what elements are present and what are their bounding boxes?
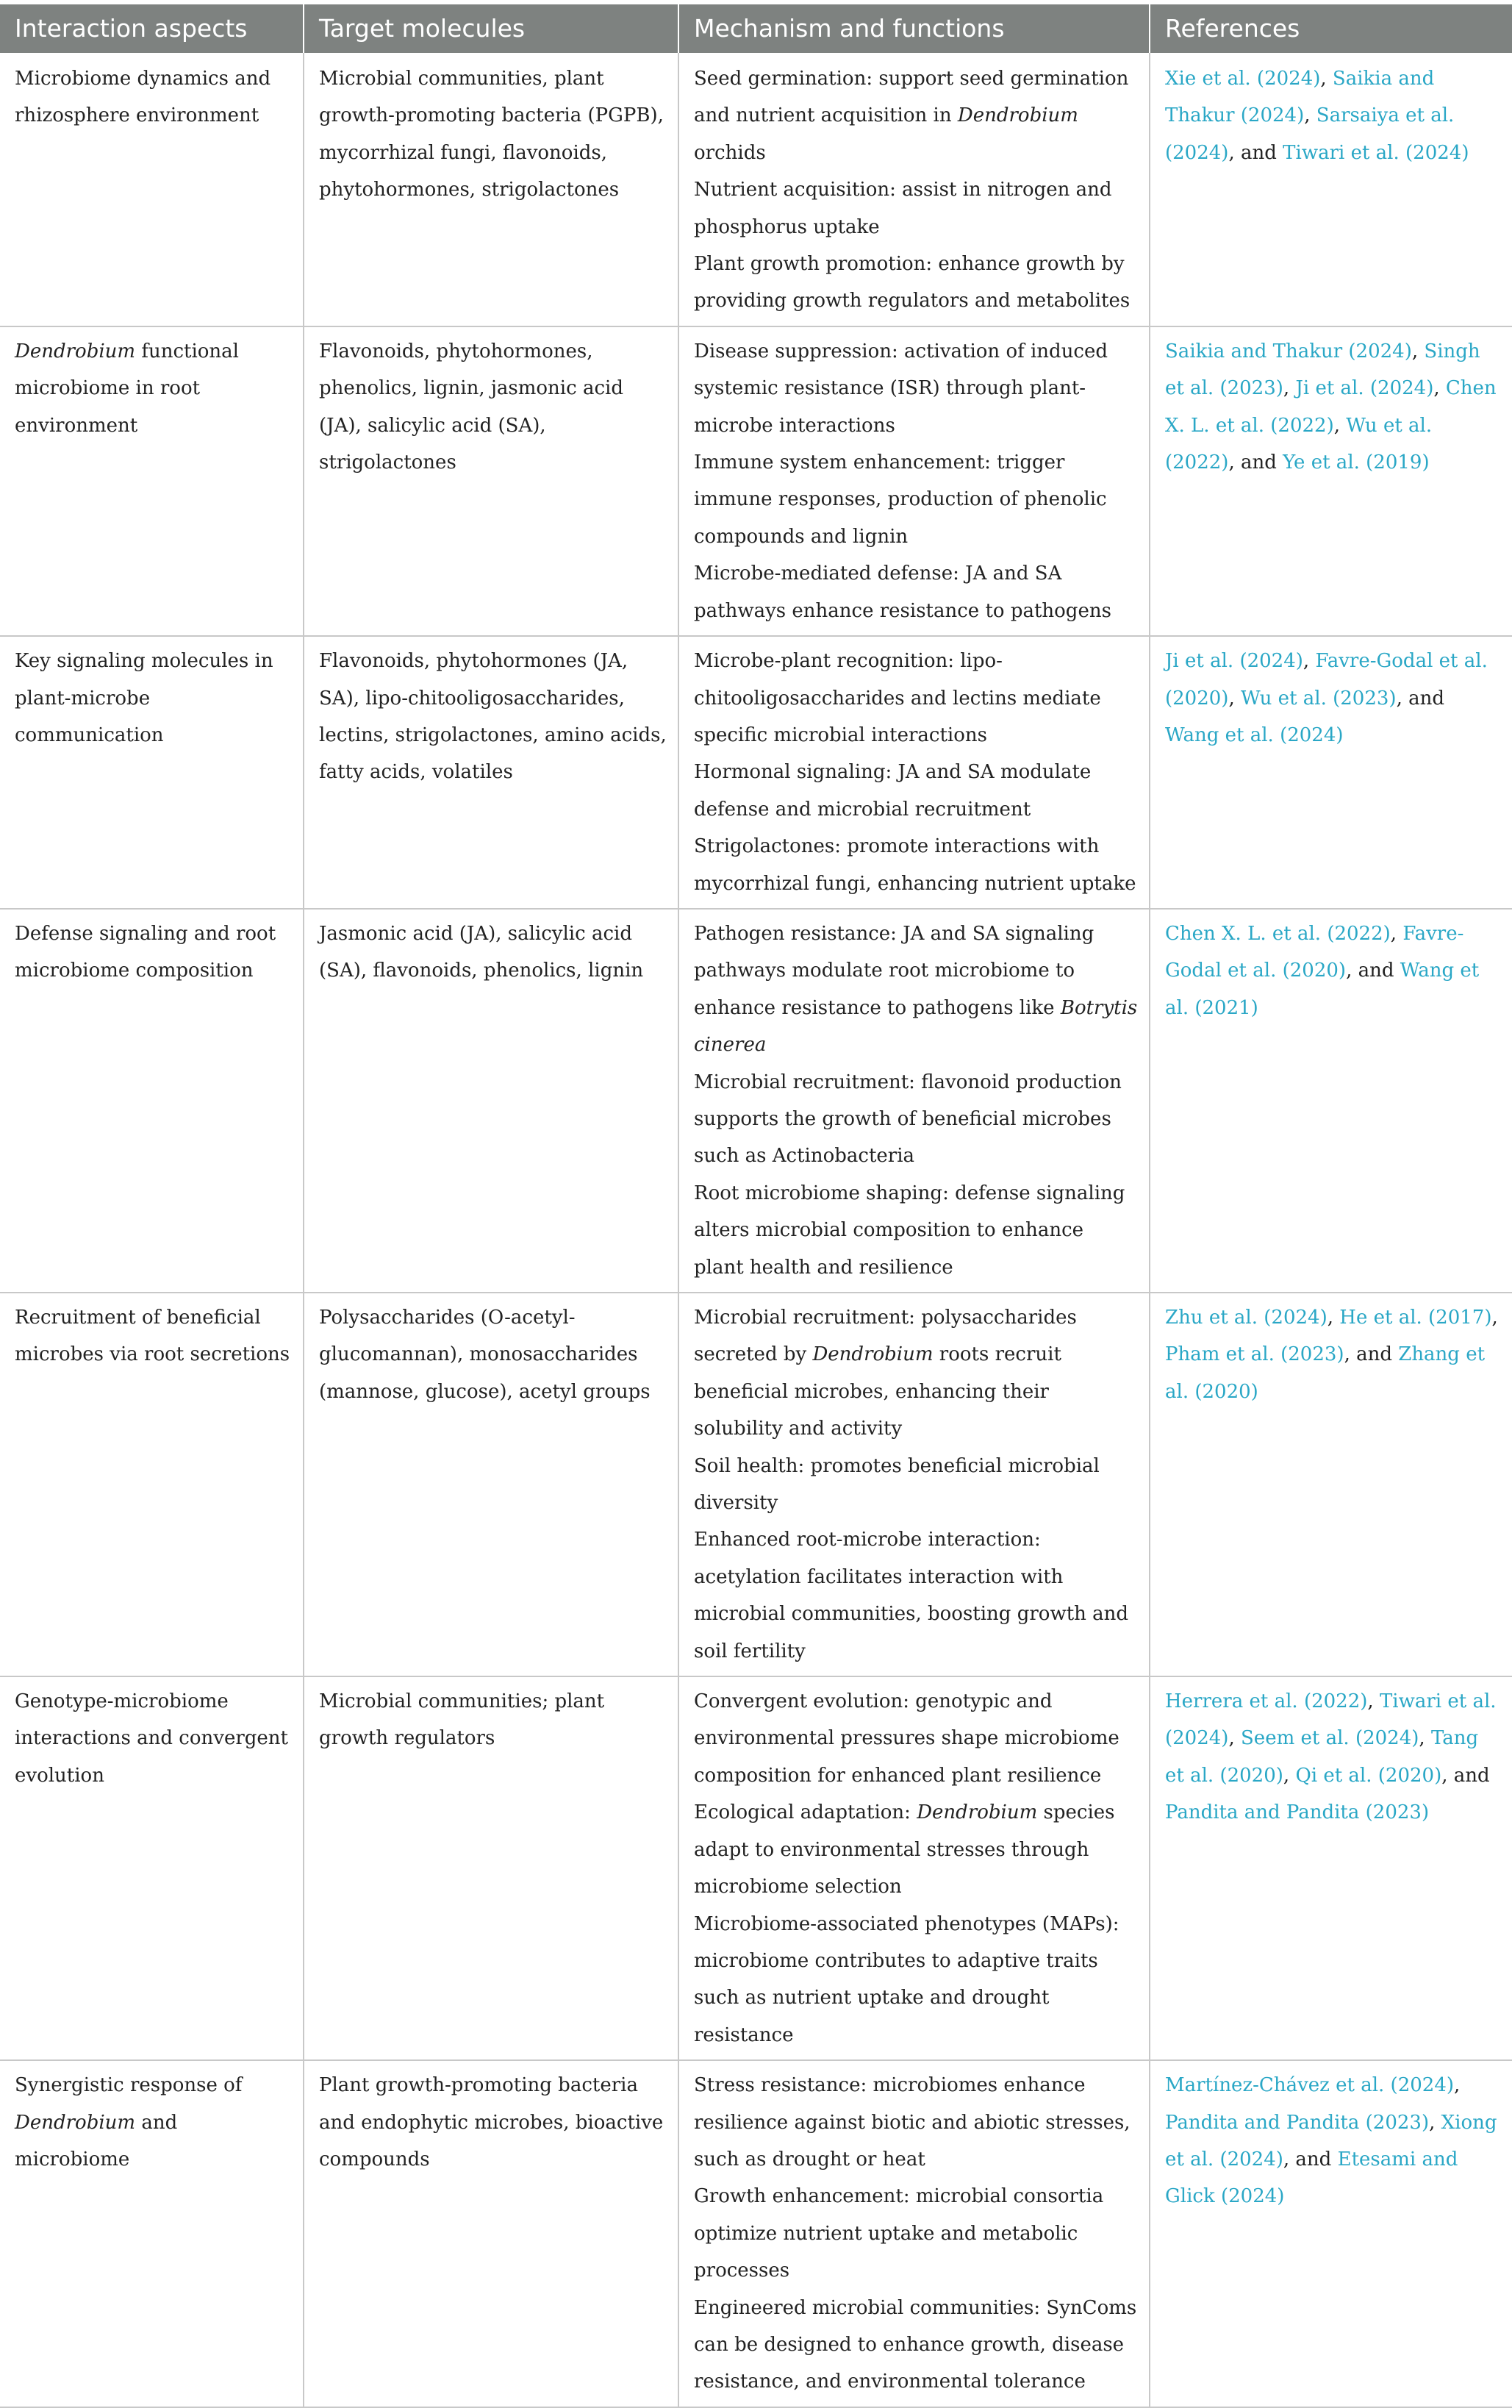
mechanism-text: Stress resistance: microbiomes enhance resilience against biotic and abiotic stresses, such as drought or heat [694, 2074, 1131, 2171]
italic-text: Dendrobium [15, 340, 136, 362]
table-row [0, 909, 1512, 1293]
mechanism-text: Hormonal signaling: JA and SA modulate defense and microbial recruitment [694, 761, 1092, 821]
mechanism-item [694, 1448, 1139, 1522]
references-separator-text: , and [1346, 960, 1400, 982]
reference-link[interactable]: Ji et al. (2024) [1295, 377, 1434, 400]
target-molecules-cell: Microbial communities, plant growth-promoting bacteria (PGPB), mycorrhizal fungi, flavonoids, phytohormones, strigolactones [304, 53, 678, 326]
references-separator-text: , [1419, 1727, 1431, 1750]
target-molecules-cell: Flavonoids, phytohormones (JA, SA), lipo-chitooligosaccharides, lectins, strigolactones, amino acids, fatty acids, volatiles [304, 636, 678, 909]
header-target-molecules: Target molecules [304, 4, 678, 53]
references-cell [1150, 1293, 1512, 1676]
references-separator-text: , [1433, 377, 1446, 400]
references-separator-text: , [1320, 68, 1333, 90]
reference-link[interactable]: Tiwari et al. (2024) [1283, 141, 1469, 164]
mechanism-cell [678, 909, 1150, 1293]
mechanism-item [694, 1683, 1139, 1794]
references-separator-text: , and [1228, 451, 1283, 474]
references-separator-text: , [1367, 1690, 1380, 1713]
references-separator-text: , and [1344, 1343, 1399, 1366]
mechanism-item [694, 246, 1139, 320]
mechanism-item [694, 2290, 1139, 2401]
italic-text: Dendrobium [15, 2111, 136, 2134]
references-separator-text: , [1303, 650, 1316, 673]
references-cell [1150, 636, 1512, 909]
interaction-aspect-text: functional microbiome in root environment [15, 340, 239, 437]
reference-link[interactable]: Herrera et al. (2022) [1165, 1690, 1368, 1713]
mechanism-text: Engineered microbial communities: SynComs can be designed to enhance growth, disease resistance, and environmental tolerance [694, 2296, 1137, 2393]
header-mechanism-functions: Mechanism and functions [678, 4, 1150, 53]
reference-link[interactable]: Wu et al. (2023) [1241, 687, 1397, 710]
references-separator-text: , [1228, 687, 1241, 710]
interaction-table [0, 4, 1512, 2408]
mechanism-text: Root microbiome shaping: defense signaling alters microbial composition to enhance plant health and resilience [694, 1182, 1125, 1279]
references-cell [1150, 1676, 1512, 2060]
mechanism-text: Plant growth promotion: enhance growth by providing growth regulators and metabolites [694, 253, 1131, 312]
reference-link[interactable]: Ji et al. (2024) [1165, 650, 1303, 673]
reference-link[interactable]: Xie et al. (2024) [1165, 68, 1321, 90]
target-molecules-cell: Flavonoids, phytohormones, phenolics, lignin, jasmonic acid (JA), salicylic acid (SA), strigolactones [304, 326, 678, 636]
references-separator-text: , [1491, 1307, 1498, 1329]
table-row [0, 636, 1512, 909]
mechanism-item [694, 643, 1139, 754]
references-separator-text: , [1304, 104, 1316, 127]
interaction-aspect-cell [0, 2060, 304, 2407]
mechanism-text: Microbial recruitment: polysaccharides secreted by [694, 1307, 1077, 1366]
italic-text: Dendrobium [957, 104, 1078, 127]
interaction-aspect-text: Recruitment of beneficial microbes via root secretions [15, 1307, 290, 1366]
mechanism-item [694, 1794, 1139, 1905]
table-row [0, 326, 1512, 636]
reference-link[interactable]: Xiong et al. (2024) [1165, 2111, 1497, 2171]
interaction-aspect-text: Key signaling molecules in plant-microbe communication [15, 650, 273, 746]
reference-link[interactable]: Wang et al. (2024) [1165, 724, 1344, 746]
references-separator-text: , [1283, 1764, 1296, 1787]
reference-link[interactable]: Tang et al. (2020) [1165, 1727, 1479, 1787]
references-cell [1150, 2060, 1512, 2407]
target-molecules-cell: Microbial communities; plant growth regulators [304, 1676, 678, 2060]
mechanism-text: Immune system enhancement: trigger immune responses, production of phenolic compounds and lignin [694, 451, 1107, 548]
references-separator-text: , [1333, 414, 1347, 437]
mechanism-text: Ecological adaptation: [694, 1801, 917, 1824]
mechanism-item [694, 2067, 1139, 2178]
mechanism-item [694, 1906, 1139, 2054]
mechanism-text: Convergent evolution: genotypic and environmental pressures shape microbiome composition for enhanced plant resilience [694, 1690, 1119, 1787]
mechanism-item [694, 1299, 1139, 1448]
references-separator-text: , [1390, 922, 1403, 945]
references-separator-text: , [1411, 340, 1425, 362]
header-interaction-aspects: Interaction aspects [0, 4, 304, 53]
reference-link[interactable]: Wang et al. (2021) [1165, 960, 1480, 1019]
interaction-aspect-cell [0, 636, 304, 909]
italic-text: Botrytis cinerea [694, 996, 1138, 1057]
table-row [0, 2060, 1512, 2407]
header-row [0, 4, 1512, 53]
mechanism-item [694, 60, 1139, 171]
reference-link[interactable]: Wu et al. (2022) [1165, 414, 1433, 474]
target-molecules-cell: Jasmonic acid (JA), salicylic acid (SA), flavonoids, phenolics, lignin [304, 909, 678, 1293]
mechanism-item [694, 333, 1139, 444]
reference-link[interactable]: Saikia and Thakur (2024) [1165, 340, 1412, 362]
mechanism-text: Nutrient acquisition: assist in nitrogen and phosphorus uptake [694, 179, 1112, 238]
references-separator-text: , and [1228, 141, 1283, 164]
interaction-aspect-text: Genotype-microbiome interactions and convergent evolution [15, 1690, 288, 1787]
interaction-aspect-cell [0, 53, 304, 326]
mechanism-text: Seed germination: support seed germination and nutrient acquisition in [694, 68, 1129, 127]
references-separator-text: , [1429, 2111, 1441, 2134]
references-cell [1150, 53, 1512, 326]
interaction-aspect-cell [0, 1676, 304, 2060]
reference-link[interactable]: Ye et al. (2019) [1283, 451, 1430, 474]
references-cell [1150, 326, 1512, 636]
reference-link[interactable]: Qi et al. (2020) [1295, 1764, 1442, 1787]
table-header [0, 4, 1512, 53]
mechanism-item [694, 1521, 1139, 1670]
mechanism-item [694, 555, 1139, 629]
reference-link[interactable]: Favre-Godal et al. (2020) [1165, 650, 1488, 710]
references-separator-text: , [1454, 2074, 1461, 2097]
mechanism-text: Microbiome-associated phenotypes (MAPs): microbiome contributes to adaptive traits such as nutrient uptake and drought resistance [694, 1912, 1119, 2046]
interaction-aspect-text: and microbiome [15, 2111, 178, 2171]
mechanism-text: Disease suppression: activation of induced systemic resistance (ISR) through plant-microbe interactions [694, 340, 1108, 437]
target-molecules-cell: Plant growth-promoting bacteria and endophytic microbes, bioactive compounds [304, 2060, 678, 2407]
reference-link[interactable]: Chen X. L. et al. (2022) [1165, 377, 1497, 437]
mechanism-item [694, 171, 1139, 246]
mechanism-cell [678, 53, 1150, 326]
reference-link[interactable]: Pham et al. (2023) [1165, 1343, 1344, 1366]
table-row [0, 53, 1512, 326]
reference-link[interactable]: Favre-Godal et al. (2020) [1165, 922, 1464, 982]
interaction-aspect-text: Microbiome dynamics and rhizosphere environment [15, 68, 271, 127]
interaction-aspect-cell [0, 1293, 304, 1676]
interaction-aspect-cell [0, 326, 304, 636]
mechanism-cell [678, 1676, 1150, 2060]
references-separator-text: , [1228, 1727, 1241, 1750]
italic-text: Dendrobium [812, 1343, 934, 1366]
table-row [0, 1293, 1512, 1676]
reference-link[interactable]: Sarsaiya et al. (2024) [1165, 104, 1455, 164]
mechanism-cell [678, 1293, 1150, 1676]
mechanism-cell [678, 2060, 1150, 2407]
reference-link[interactable]: Seem et al. (2024) [1241, 1727, 1419, 1750]
mechanism-text: Microbe-mediated defense: JA and SA pathways enhance resistance to pathogens [694, 562, 1111, 622]
table-container [0, 4, 1512, 2408]
mechanism-text: Microbial recruitment: flavonoid production supports the growth of beneficial microbes such as Actinobacteria [694, 1071, 1122, 1168]
mechanism-text: Microbe-plant recognition: lipo-chitooligosaccharides and lectins mediate specific microbial interactions [694, 650, 1101, 746]
italic-text: Dendrobium [917, 1801, 1038, 1824]
reference-link[interactable]: Singh et al. (2023) [1165, 340, 1480, 400]
reference-link[interactable]: Zhu et al. (2024) [1165, 1307, 1328, 1329]
interaction-aspect-text: Synergistic response of [15, 2074, 243, 2097]
mechanism-text: orchids [694, 141, 766, 164]
references-cell [1150, 909, 1512, 1293]
reference-link[interactable]: Etesami and Glick (2024) [1165, 2148, 1458, 2208]
table-body [0, 53, 1512, 2407]
reference-link[interactable]: Pandita and Pandita (2023) [1165, 2111, 1430, 2134]
reference-link[interactable]: Martínez-Chávez et al. (2024) [1165, 2074, 1455, 2097]
reference-link[interactable]: Chen X. L. et al. (2022) [1165, 922, 1391, 945]
mechanism-text: Strigolactones: promote interactions with mycorrhizal fungi, enhancing nutrient uptake [694, 835, 1136, 895]
mechanism-text: roots recruit beneficial microbes, enhancing their solubility and activity [694, 1343, 1061, 1440]
references-separator-text: , and [1441, 1764, 1490, 1787]
mechanism-text: Enhanced root-microbe interaction: acetylation facilitates interaction with microbial communities, boosting growth and soil fertility [694, 1529, 1129, 1662]
mechanism-item [694, 444, 1139, 555]
references-separator-text: , and [1396, 687, 1445, 710]
reference-link[interactable]: Tiwari et al. (2024) [1165, 1690, 1497, 1750]
mechanism-text: Soil health: promotes beneficial microbial diversity [694, 1454, 1100, 1515]
mechanism-text: species adapt to environmental stresses through microbiome selection [694, 1801, 1115, 1898]
references-separator-text: , [1327, 1307, 1340, 1329]
mechanism-item [694, 828, 1139, 902]
references-separator-text: , [1283, 377, 1296, 400]
mechanism-item [694, 754, 1139, 828]
reference-link[interactable]: Saikia and Thakur (2024) [1165, 68, 1435, 127]
reference-link[interactable]: Pandita and Pandita (2023) [1165, 1801, 1430, 1824]
mechanism-text: Growth enhancement: microbial consortia optimize nutrient uptake and metabolic processes [694, 2185, 1104, 2282]
mechanism-item [694, 1175, 1139, 1286]
references-separator-text: , and [1283, 2148, 1338, 2171]
interaction-aspect-text: Defense signaling and root microbiome composition [15, 922, 276, 982]
interaction-aspect-cell [0, 909, 304, 1293]
header-references: References [1150, 4, 1512, 53]
table-row [0, 1676, 1512, 2060]
mechanism-cell [678, 326, 1150, 636]
mechanism-item [694, 915, 1139, 1064]
mechanism-item [694, 2178, 1139, 2289]
mechanism-item [694, 1064, 1139, 1175]
mechanism-text: Pathogen resistance: JA and SA signaling pathways modulate root microbiome to enhance resistance to pathogens like [694, 922, 1094, 1019]
target-molecules-cell: Polysaccharides (O-acetyl-glucomannan), monosaccharides (mannose, glucose), acetyl groups [304, 1293, 678, 1676]
mechanism-cell [678, 636, 1150, 909]
reference-link[interactable]: He et al. (2017) [1339, 1307, 1492, 1329]
reference-link[interactable]: Zhang et al. (2020) [1165, 1343, 1486, 1403]
